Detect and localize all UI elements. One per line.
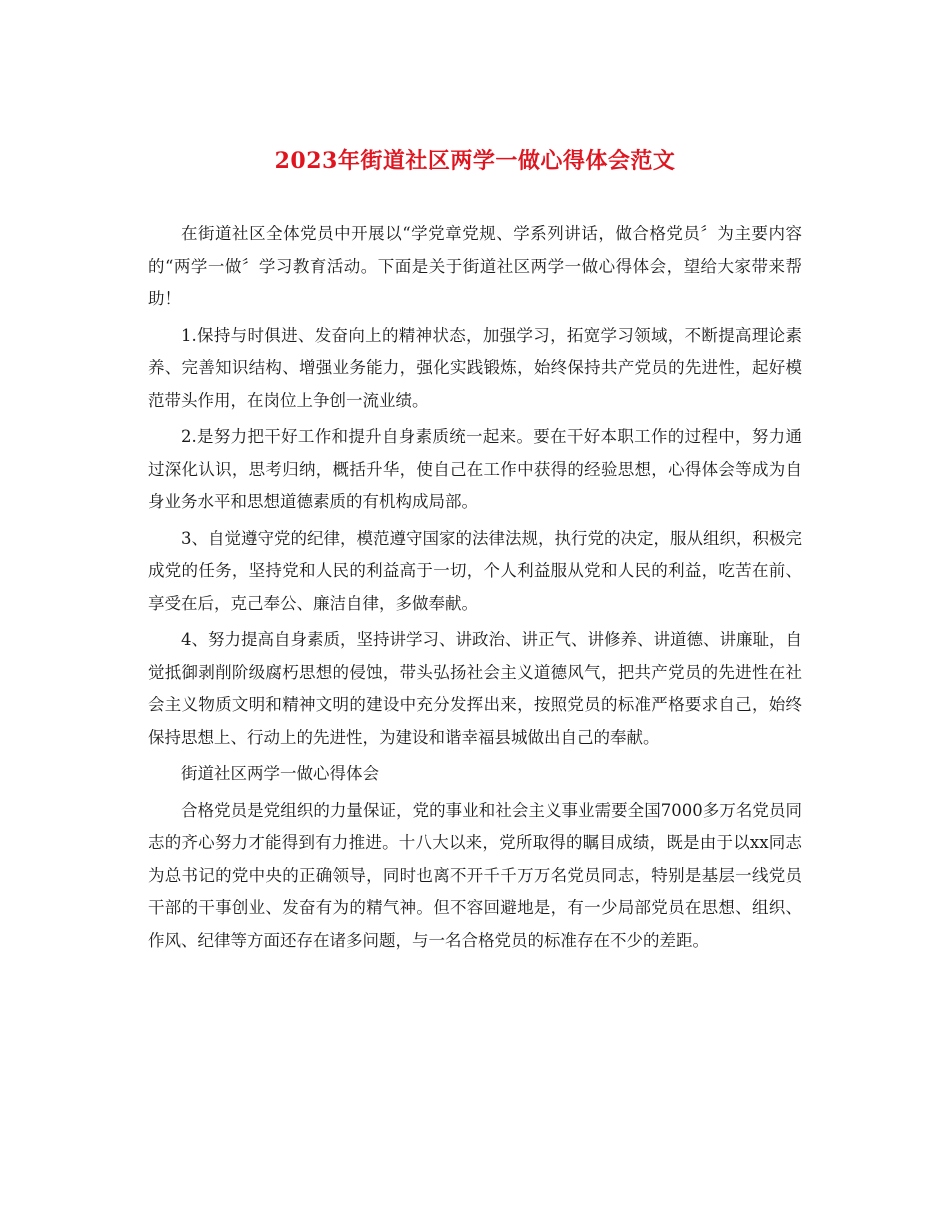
document-body [148,218,802,961]
section-heading: 街道社区两学一做心得体会 [181,764,379,783]
paragraph-point-2: 2.是努力把干好工作和提升自身素质统一起来。要在干好本职工作的过程中，努力通过深化认识，思考归纳，概括升华，使自己在工作中获得的经验思想，心得体会等成为自身业务水平和思想道德素质的有机构成局部。 [148,427,802,511]
paragraph-point-1: 1.保持与时俱进、发奋向上的精神状态，加强学习，拓宽学习领域，不断提高理论素养、完善知识结构、增强业务能力，强化实践锻炼，始终保持共产党员的先进性，起好模范带头作用，在岗位上争创一流业绩。 [148,325,802,410]
document-title: 2023年街道社区两学一做心得体会范文 [274,148,676,174]
paragraph-point-4: 4、努力提高自身素质，坚持讲学习、讲政治、讲正气、讲修养、讲道德、讲廉耻，自觉抵御剥削阶级腐朽思想的侵蚀，带头弘扬社会主义道德风气，把共产党员的先进性在社会主义物质文明和精神文明的建设中充分发挥出来，按照党员的标准严格要求自己，始终保持思想上、行动上的先进性，为建设和谐幸福县城做出自己的奉献。 [148,630,802,747]
paragraph-intro: 在街道社区全体党员中开展以“学党章党规、学系列讲话，做合格党员〞为主要内容的“两学一做〞学习教育活动。下面是关于街道社区两学一做心得体会，望给大家带来帮助！ [148,224,802,308]
paragraph-section-body: 合格党员是党组织的力量保证，党的事业和社会主义事业需要全国7000多万名党员同志的齐心努力才能得到有力推进。十八大以来，党所取得的瞩目成绩，既是由于以xx同志为总书记的党中央的正确领导，同时也离不开千千万万名党员同志，特别是基层一线党员干部的干事创业、发奋有为的精气神。但不容回避地是，有一少局部党员在思想、组织、作风、纪律等方面还存在诸多问题，与一名合格党员的标准存在不少的差距。 [148,800,802,950]
paragraph-point-3: 3、自觉遵守党的纪律，模范遵守国家的法律法规，执行党的决定，服从组织，积极完成党的任务，坚持党和人民的利益高于一切，个人利益服从党和人民的利益，吃苦在前、享受在后，克己奉公、廉洁自律，多做奉献。 [148,528,802,613]
